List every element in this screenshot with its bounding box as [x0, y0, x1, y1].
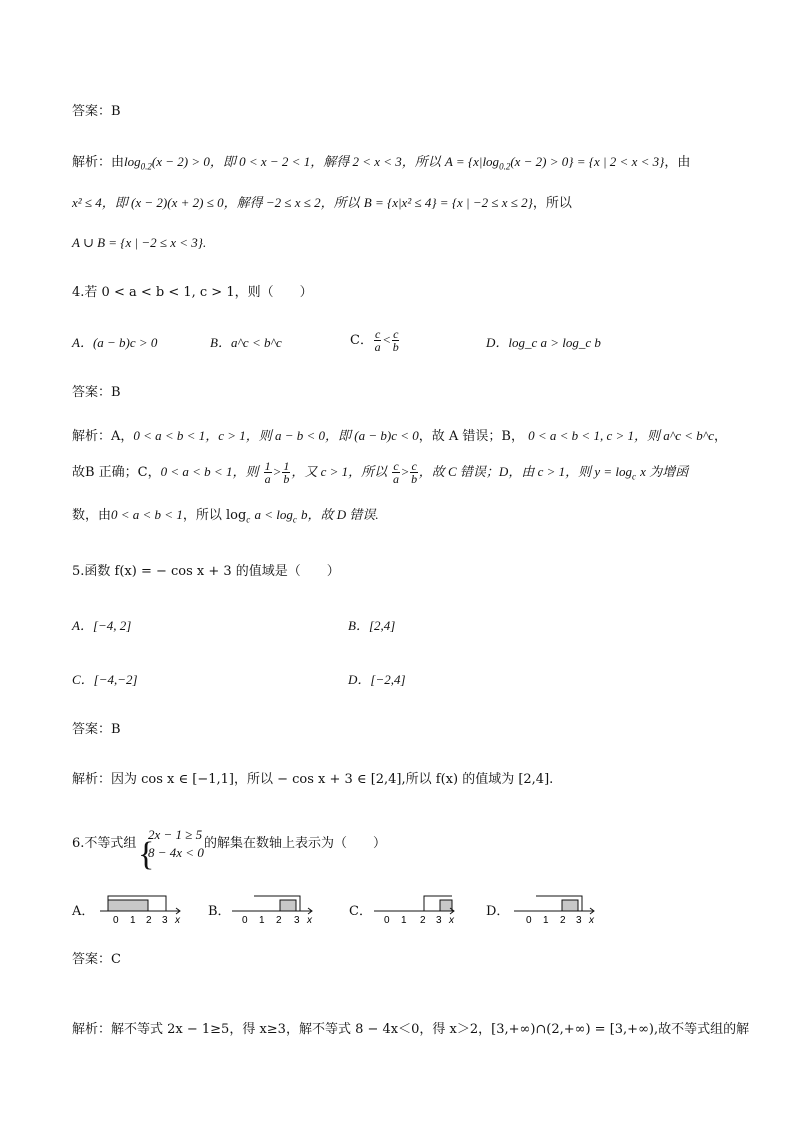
tick-x: x [589, 915, 594, 926]
tick-3: 3 [294, 915, 300, 926]
q4-answer: 答案：B [72, 385, 121, 400]
tick-3: 3 [162, 915, 168, 926]
q5-option-b: B．[2,4] [348, 618, 396, 633]
q5-solution: 解析：因为 cos x ∈ [−1,1]，所以 − cos x + 3 ∈ [2,4],所以 f(x) 的值域为 [2,4]. [72, 772, 554, 787]
q3-answer: 答案：B [72, 104, 121, 119]
q4-option-a: A．(a − b)c > 0 [72, 335, 158, 350]
q6-stem-suffix: 的解集在数轴上表示为（ ） [204, 836, 387, 851]
tick-1: 1 [259, 915, 265, 926]
q6-option-a-label: A． [72, 904, 95, 919]
tick-2: 2 [276, 915, 282, 926]
tick-x: x [175, 915, 180, 926]
tick-0: 0 [113, 915, 119, 926]
q3-solution-line1: 解析：由$\log_{0.2}(x - 2) > 0$，即 0 < x − 2 < 1，解得 2 < x < 3，所以 $A = \{x|\log_{0.2}(x - 2) > 0\} = \{x$ | 2 < x < 3}，由 [72, 154, 691, 172]
q6-system-top: 2x − 1 ≥ 5 [148, 827, 203, 842]
q4-option-c: C． $\frac{c}{a}$ < $\frac{c}{b}$ [350, 327, 399, 354]
tick-0: 0 [526, 915, 532, 926]
tick-1: 1 [130, 915, 136, 926]
q5-answer: 答案：B [72, 722, 121, 737]
q4-option-d: D．log_c a > log_c b [486, 335, 601, 350]
q3-solution-line2: x² ≤ 4，即 (x − 2)(x + 2) ≤ 0，解得 −2 ≤ x ≤ 2，所以 B = {x|x² ≤ 4} = {x | −2 ≤ x ≤ 2}，所以 [72, 195, 572, 211]
tick-2: 2 [146, 915, 152, 926]
q6-system-brace: { [138, 836, 155, 873]
q5-option-a: A．[−4, 2] [72, 618, 132, 633]
q6-answer: 答案：C [72, 952, 121, 967]
tick-2: 2 [420, 915, 426, 926]
tick-1: 1 [543, 915, 549, 926]
tick-3: 3 [436, 915, 442, 926]
tick-x: x [449, 915, 454, 926]
q6-option-b-numberline [232, 890, 317, 928]
q4-solution-line2: 故B 正确；C，0 < a < b < 1，则 $\frac{1}{a}$ > $\frac{1}{b}$ ，又 c > 1，所以 $\frac{c}{a}$ > $\frac{c}{b}$ ，故 C 错误；D，由 c > 1，则 $y = \log_c x$ 为增函 [72, 459, 689, 486]
q6-stem-prefix: 6.不等式组 [72, 836, 137, 851]
q6-system-bottom: 8 − 4x < 0 [148, 845, 204, 860]
tick-1: 1 [401, 915, 407, 926]
q6-option-a-numberline [100, 890, 185, 928]
q4-option-b: B．a^c < b^c [210, 335, 282, 350]
q6-option-d-numberline [514, 890, 599, 928]
tick-0: 0 [384, 915, 390, 926]
q6-option-c-numberline [374, 890, 459, 928]
tick-0: 0 [242, 915, 248, 926]
q3-solution-line3: A ∪ B = {x | −2 ≤ x < 3}. [72, 235, 207, 250]
tick-2: 2 [560, 915, 566, 926]
q4-solution-line3: 数，由0 < a < b < 1，所以 $\log_c a < \log_c b$，故 D 错误. [72, 507, 379, 525]
q6-solution: 解析：解不等式 2x − 1≥5，得 x≥3，解不等式 8 − 4x＜0，得 x＞2，[3,+∞)∩(2,+∞) = [3,+∞),故不等式组的解 [72, 1022, 750, 1037]
q6-option-d-label: D． [486, 904, 510, 919]
q5-option-c: C．[−4,−2] [72, 672, 138, 687]
q6-option-b-label: B． [208, 904, 231, 919]
q4-solution-line1: 解析：A，0 < a < b < 1，c > 1，则 a − b < 0，即 (a − b)c < 0，故 A 错误；B， 0 < a < b < 1, c > 1，则 a^c < b^c， [72, 428, 728, 444]
q5-option-d: D．[−2,4] [348, 672, 406, 687]
tick-3: 3 [576, 915, 582, 926]
q5-stem: 5.函数 f(x) = − cos x + 3 的值域是（ ） [72, 564, 340, 579]
tick-x: x [307, 915, 312, 926]
q4-stem: 4.若 0 < a < b < 1, c > 1，则（ ） [72, 285, 313, 300]
q6-option-c-label: C． [349, 904, 372, 919]
